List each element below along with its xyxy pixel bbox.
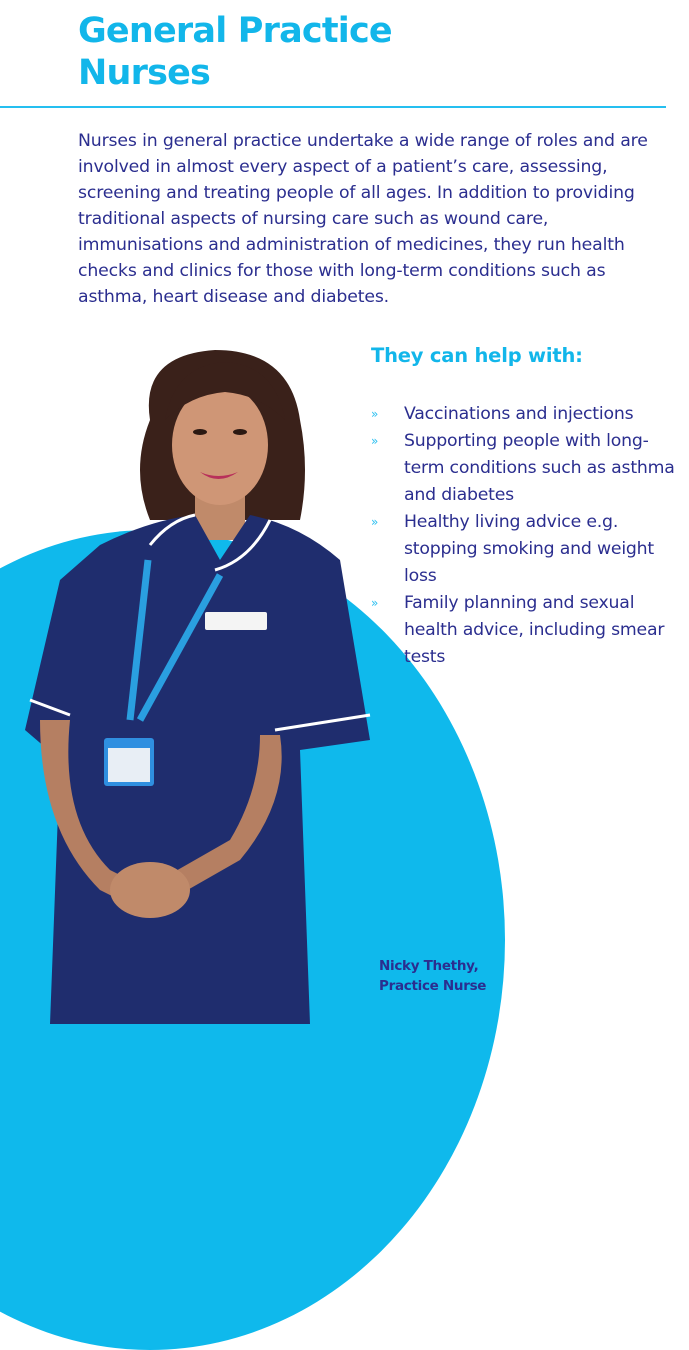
list-item (370, 590, 680, 671)
help-heading: They can help with: (371, 344, 583, 367)
caption-name: Nicky Thethy, (379, 958, 479, 974)
help-item-text: Vaccinations and injections (404, 404, 634, 424)
chevron-right-double-icon: » (371, 407, 379, 421)
page-title (78, 10, 392, 94)
help-list (370, 401, 680, 671)
intro-paragraph: Nurses in general practice undertake a wide range of roles and are involved in almost every aspect of a patient’s care, assessing, screening and treating people of all ages. In addition to providing traditional aspects of nursing care such as wound care, immunisations and administration of medicines, they run health checks and clinics for those with long-term conditions such as asthma, heart disease and diabetes. (78, 131, 648, 307)
help-item-text: Healthy living advice e.g. stopping smoking and weight loss (404, 512, 655, 586)
title-line-2: Nurses (78, 53, 211, 93)
photo-caption (379, 956, 486, 996)
nurse-photo (0, 340, 390, 1024)
chevron-right-double-icon: » (371, 434, 379, 448)
caption-role: Practice Nurse (379, 978, 487, 994)
chevron-right-double-icon: » (371, 515, 379, 529)
help-item-text: Supporting people with long-term conditions such as asthma and diabetes (404, 431, 675, 505)
header-divider (0, 106, 666, 108)
help-item-text: Family planning and sexual health advice, including smear tests (404, 593, 665, 667)
list-item (370, 401, 680, 428)
chevron-right-double-icon: » (371, 596, 379, 610)
title-line-1: General Practice (78, 11, 392, 51)
list-item (370, 509, 680, 590)
list-item (370, 428, 680, 509)
